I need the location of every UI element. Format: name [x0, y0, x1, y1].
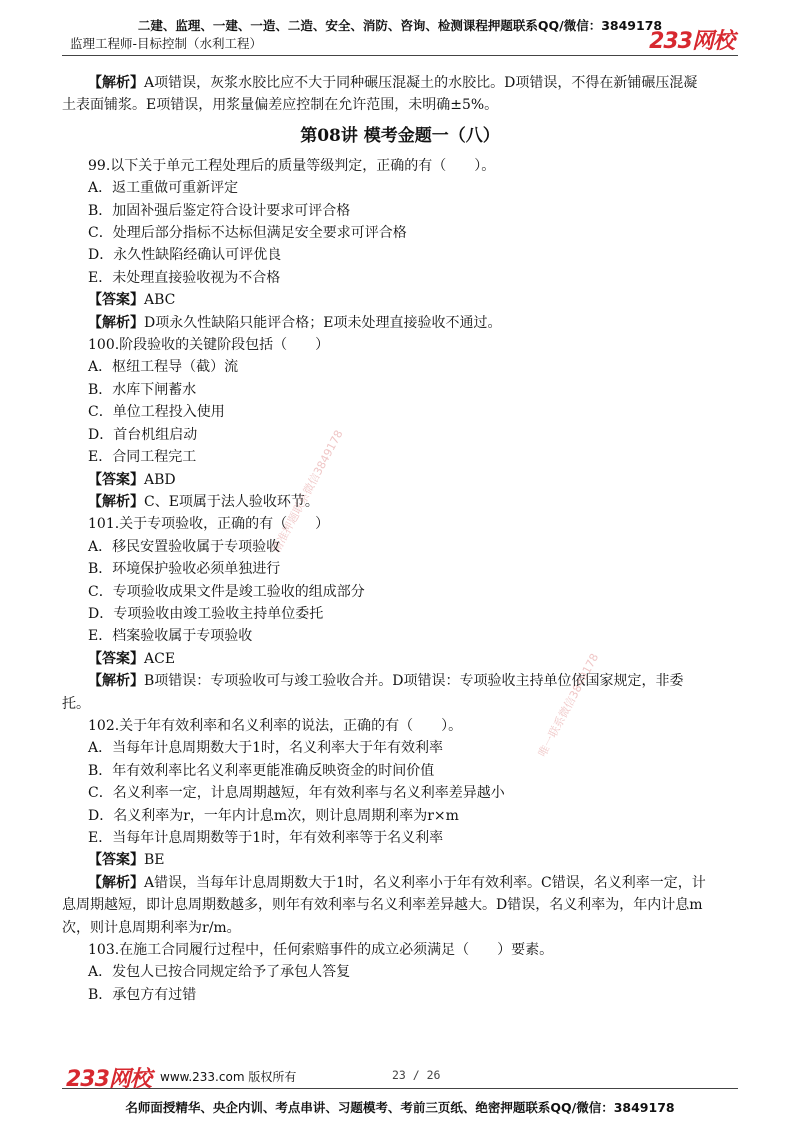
brand-logo: 233网校 [66, 1067, 151, 1092]
answer-line: 【答案】ACE [88, 650, 176, 667]
question-option: A．当每年计息周期数大于1时，名义利率大于年有效利率 [88, 740, 444, 757]
question-option: B．承包方有过错 [88, 986, 197, 1003]
question-option: D．专项验收由竣工验收主持单位委托 [88, 605, 324, 622]
analysis-text: 【解析】A错误，当每年计息周期数大于1时，名义利率小于年有效利率。C错误，名义利率一定，计 [88, 874, 706, 891]
question-option: E．未处理直接验收视为不合格 [88, 269, 281, 286]
question-option: C．处理后部分指标不达标但满足安全要求可评合格 [88, 225, 407, 242]
footer-divider [62, 1088, 738, 1089]
question-option: C．名义利率一定，计息周期越短，年有效利率与名义利率差异越小 [88, 785, 505, 802]
analysis-text: 息周期越短，即计息周期数越多，则年有效利率与名义利率差异越大。D错误，名义利率为，年内计息m [62, 897, 703, 914]
label-tag: 【解析】 [88, 673, 144, 690]
label-tag: 【答案】 [88, 471, 144, 488]
analysis-text: 土表面铺浆。E项错误，用浆量偏差应控制在允许范围，未明确±5%。 [62, 97, 499, 114]
header-divider [62, 55, 738, 56]
question-option: A．发包人已按合同规定给予了承包人答复 [88, 964, 351, 981]
label-tag: 【解析】 [88, 75, 144, 91]
question-option: E．当每年计息周期数等于1时，年有效利率等于名义利率 [88, 830, 444, 846]
document-body [62, 72, 738, 1006]
question-option: D．名义利率为r，一年内计息m次，则计息周期利率为r×m [88, 807, 459, 824]
answer-line: 【答案】ABD [88, 471, 176, 488]
question-option: D．首台机组启动 [88, 426, 198, 443]
question-option: B．水库下闸蓄水 [88, 381, 197, 398]
watermark: 唯一联系微信3849178 [535, 651, 602, 760]
page-header [0, 0, 800, 60]
question-option: A．枢纽工程导（截）流 [88, 359, 239, 376]
question-option: D．永久性缺陷经确认可评优良 [88, 247, 282, 264]
question-option: A．移民安置验收属于专项验收 [88, 538, 281, 555]
section-title: 第08讲 模考金题一（八） [300, 125, 500, 146]
question-option: A．返工重做可重新评定 [88, 180, 239, 197]
question-stem: 100.阶段验收的关键阶段包括（ ） [88, 337, 330, 354]
analysis-text: 【解析】B项错误：专项验收可与竣工验收合并。D项错误：专项验收主持单位依国家规定，非委 [88, 673, 684, 690]
label-tag: 【解析】 [88, 874, 144, 891]
question-option: B．加固补强后鉴定符合设计要求可评合格 [88, 202, 351, 219]
label-tag: 【解析】 [88, 493, 144, 510]
analysis-text: 托。 [62, 695, 90, 712]
answer-line: 【答案】BE [88, 852, 165, 869]
brand-logo: 233网校 [649, 29, 734, 54]
footer-site-link[interactable]: www.233.com 版权所有 [160, 1070, 297, 1084]
question-option: C．单位工程投入使用 [88, 404, 225, 421]
question-option: B．年有效利率比名义利率更能准确反映资金的时间价值 [88, 762, 435, 779]
question-stem: 99.以下关于单元工程处理后的质量等级判定，正确的有（ ）。 [88, 157, 496, 174]
question-stem: 101.关于专项验收，正确的有（ ） [88, 516, 330, 533]
question-stem: 103.在施工合同履行过程中，任何索赔事件的成立必须满足（ ）要素。 [88, 942, 554, 959]
question-stem: 102.关于年有效利率和名义利率的说法，正确的有（ ）。 [88, 717, 463, 734]
page-number: 23 / 26 [392, 1068, 441, 1082]
page-footer [0, 1060, 800, 1132]
analysis-text: 【解析】A项错误，灰浆水胶比应不大于同种碾压混凝土的水胶比。D项错误，不得在新铺碾压混凝 [88, 75, 698, 91]
watermark: 精准押题联系微信3849178 [269, 427, 346, 556]
header-contact-line: 二建、监理、一建、一造、二造、安全、消防、咨询、检测课程押题联系QQ/微信：3849178 [137, 18, 663, 33]
header-course-title: 监理工程师-目标控制（水利工程） [70, 36, 263, 51]
analysis-text: 【解析】C、E项属于法人验收环节。 [88, 493, 319, 510]
analysis-text: 【解析】D项永久性缺陷只能评合格；E项未处理直接验收不通过。 [88, 314, 502, 331]
label-tag: 【答案】 [88, 650, 144, 667]
question-option: C．专项验收成果文件是竣工验收的组成部分 [88, 583, 365, 600]
question-option: E．档案验收属于专项验收 [88, 628, 253, 645]
label-tag: 【解析】 [88, 314, 144, 331]
question-option: B．环境保护验收必须单独进行 [88, 561, 281, 578]
answer-line: 【答案】ABC [88, 292, 176, 309]
label-tag: 【答案】 [88, 292, 144, 309]
question-option: E．合同工程完工 [88, 449, 197, 466]
footer-contact-line: 名师面授精华、央企内训、考点串讲、习题模考、考前三页纸、绝密押题联系QQ/微信：3849178 [125, 1100, 675, 1115]
analysis-text: 次，则计息周期利率为r/m。 [62, 919, 241, 936]
label-tag: 【答案】 [88, 852, 144, 869]
